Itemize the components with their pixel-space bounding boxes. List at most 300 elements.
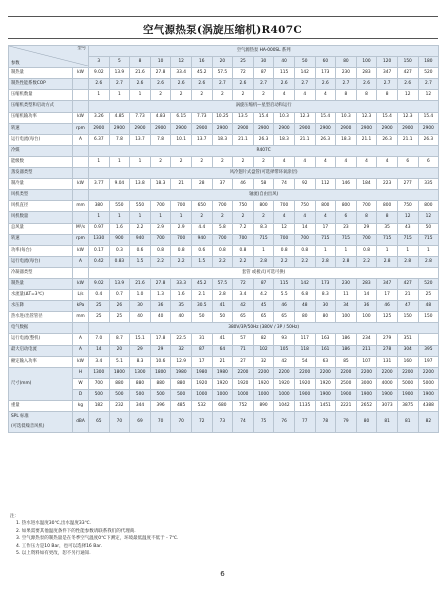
- note-line: 3. 空气源热泵的制热量是在冬季空气温度0℃下测定，环境最低温度不低于 - 7℃.: [16, 536, 179, 542]
- value-cell: 72: [233, 278, 254, 289]
- value-cell: 13.9: [109, 278, 130, 289]
- value-cell: 25: [89, 301, 110, 312]
- value-cell: 1920: [315, 378, 336, 389]
- value-cell: 427: [397, 68, 418, 79]
- row-label: 重量: [9, 401, 73, 412]
- value-cell: 21: [171, 179, 192, 190]
- value-cell: 65: [253, 312, 274, 323]
- value-cell: 1: [109, 156, 130, 167]
- row-unit: [73, 323, 89, 334]
- value-cell: 2: [191, 90, 212, 101]
- value-cell: 30.5: [191, 301, 212, 312]
- value-cell: 2200: [294, 367, 315, 378]
- value-cell: 115: [274, 68, 295, 79]
- value-cell: 82: [418, 412, 439, 433]
- value-cell: 1: [397, 245, 418, 256]
- row-label: 总风量: [9, 223, 73, 234]
- value-cell: 1900: [418, 389, 439, 400]
- value-cell: 2900: [274, 123, 295, 134]
- row-unit: L/s: [73, 290, 89, 301]
- value-cell: 146: [336, 179, 357, 190]
- value-cell: 2.8: [336, 256, 357, 267]
- value-cell: 8.3: [315, 290, 336, 301]
- value-cell: 74: [233, 412, 254, 433]
- row-label: 尺寸(mm): [9, 367, 73, 400]
- value-cell: 1: [253, 245, 274, 256]
- row-label: 额定输入功率: [9, 356, 73, 367]
- value-cell: 2.8: [212, 290, 233, 301]
- value-cell: 78: [315, 412, 336, 433]
- value-cell: 1000: [274, 389, 295, 400]
- value-cell: 500: [150, 389, 171, 400]
- value-cell: 2200: [418, 367, 439, 378]
- value-cell: 890: [253, 401, 274, 412]
- value-cell: 344: [130, 401, 151, 412]
- value-cell: 800: [253, 201, 274, 212]
- value-cell: 520: [418, 278, 439, 289]
- value-cell: 2.2: [171, 256, 192, 267]
- value-cell: 18.3: [150, 179, 171, 190]
- value-cell: 2.7: [294, 79, 315, 90]
- row-unit: [73, 90, 89, 101]
- value-cell: 36: [150, 301, 171, 312]
- merged-value-cell: 轴流(自由出风): [89, 190, 439, 201]
- value-cell: 0.8: [356, 245, 377, 256]
- value-cell: 4: [274, 212, 295, 223]
- value-cell: 20: [109, 345, 130, 356]
- model-label: 型号: [77, 46, 86, 51]
- value-cell: 4: [377, 156, 398, 167]
- value-cell: 8: [377, 90, 398, 101]
- value-cell: 142: [294, 68, 315, 79]
- value-cell: 2.2: [274, 256, 295, 267]
- spec-row: [9, 123, 439, 134]
- row-unit: mm: [73, 201, 89, 212]
- value-cell: 76: [274, 412, 295, 433]
- value-cell: 520: [418, 68, 439, 79]
- value-cell: 74: [274, 179, 295, 190]
- value-cell: 1: [150, 212, 171, 223]
- value-cell: 1: [377, 245, 398, 256]
- value-cell: 75: [253, 412, 274, 433]
- value-cell: 680: [212, 401, 233, 412]
- row-label: 风机直径: [9, 201, 73, 212]
- value-cell: 900: [109, 234, 130, 245]
- row-unit: [73, 168, 89, 179]
- series-name-cell: 空气源热泵 HA-000SL 系列: [89, 46, 439, 57]
- spec-row: [9, 312, 439, 323]
- value-cell: 2200: [336, 367, 357, 378]
- value-cell: 2200: [397, 367, 418, 378]
- value-cell: 700: [171, 201, 192, 212]
- page-number: 6: [220, 570, 225, 578]
- value-cell: 2900: [315, 123, 336, 134]
- value-cell: 650: [191, 201, 212, 212]
- value-cell: 12.3: [397, 112, 418, 123]
- value-cell: 500: [171, 389, 192, 400]
- row-label: [9, 412, 73, 433]
- value-cell: 43: [397, 223, 418, 234]
- value-cell: 0.8: [171, 245, 192, 256]
- value-cell: 70: [109, 412, 130, 433]
- value-cell: 2.8: [377, 256, 398, 267]
- value-cell: 13.8: [130, 179, 151, 190]
- value-cell: 9.02: [89, 278, 110, 289]
- value-cell: 125: [377, 312, 398, 323]
- value-cell: 21.6: [130, 68, 151, 79]
- row-unit: M³/s: [73, 223, 89, 234]
- value-cell: 2.6: [356, 79, 377, 90]
- value-cell: 2: [253, 156, 274, 167]
- value-cell: 0.4: [89, 290, 110, 301]
- value-cell: 21: [397, 290, 418, 301]
- value-cell: 223: [377, 179, 398, 190]
- value-cell: 10.3: [336, 112, 357, 123]
- value-cell: 532: [191, 401, 212, 412]
- value-cell: 396: [150, 401, 171, 412]
- value-cell: 15.4: [418, 112, 439, 123]
- row-unit: [73, 190, 89, 201]
- value-cell: 2.6: [274, 79, 295, 90]
- value-cell: 17: [191, 356, 212, 367]
- value-cell: 150: [418, 312, 439, 323]
- value-cell: 347: [377, 278, 398, 289]
- spec-row: [9, 234, 439, 245]
- value-cell: 800: [336, 201, 357, 212]
- spec-row: [9, 168, 439, 179]
- value-cell: 800: [315, 201, 336, 212]
- value-cell: 2900: [109, 123, 130, 134]
- value-cell: 14: [356, 290, 377, 301]
- value-cell: 2.9: [171, 223, 192, 234]
- value-cell: 9.04: [109, 179, 130, 190]
- row-label: 风机数量: [9, 212, 73, 223]
- value-cell: 3000: [356, 378, 377, 389]
- value-cell: 15.4: [315, 112, 336, 123]
- model-number-cell: 25: [233, 57, 254, 68]
- value-cell: 1000: [212, 389, 233, 400]
- value-cell: 10.3: [274, 112, 295, 123]
- value-cell: 880: [130, 378, 151, 389]
- row-unit: A: [73, 345, 89, 356]
- value-cell: 6.15: [171, 112, 192, 123]
- row-unit: [73, 79, 89, 90]
- value-cell: 7.0: [89, 334, 110, 345]
- value-cell: 30: [130, 301, 151, 312]
- value-cell: 1000: [233, 389, 254, 400]
- value-cell: 304: [397, 345, 418, 356]
- value-cell: 2.8: [253, 256, 274, 267]
- row-unit: kW: [73, 278, 89, 289]
- value-cell: 1: [315, 245, 336, 256]
- value-cell: 2: [150, 156, 171, 167]
- row-unit: [73, 212, 89, 223]
- row-label-subline: (可选低噪音风机): [11, 423, 45, 429]
- value-cell: 35: [377, 223, 398, 234]
- value-cell: 93: [274, 334, 295, 345]
- row-unit: [73, 267, 89, 278]
- value-cell: 71: [233, 345, 254, 356]
- note-line: 5. 以上资料如有更改，恕不另行通知.: [16, 551, 91, 557]
- row-label-line: SPL 标准: [11, 414, 29, 420]
- value-cell: 112: [315, 179, 336, 190]
- value-cell: 395: [418, 345, 439, 356]
- value-cell: 1.3: [150, 290, 171, 301]
- value-cell: 1980: [191, 367, 212, 378]
- row-unit: D: [73, 389, 89, 400]
- value-cell: 1.6: [171, 290, 192, 301]
- value-cell: 73: [212, 412, 233, 433]
- value-cell: 0.97: [89, 223, 110, 234]
- value-cell: 21.1: [397, 134, 418, 145]
- value-cell: 50: [418, 223, 439, 234]
- value-cell: 2.6: [191, 79, 212, 90]
- value-cell: 18.3: [274, 134, 295, 145]
- value-cell: 131: [377, 356, 398, 367]
- value-cell: 70: [171, 412, 192, 433]
- value-cell: 70: [150, 412, 171, 433]
- value-cell: 1900: [315, 389, 336, 400]
- value-cell: 2.2: [294, 256, 315, 267]
- value-cell: 32: [253, 356, 274, 367]
- row-label: 运行电流(每台): [9, 134, 73, 145]
- spec-row: [9, 90, 439, 101]
- value-cell: 10.1: [171, 134, 192, 145]
- value-cell: 6: [418, 156, 439, 167]
- value-cell: 186: [336, 345, 357, 356]
- value-cell: 5.5: [274, 290, 295, 301]
- value-cell: 81: [397, 412, 418, 433]
- spec-row: [9, 389, 439, 400]
- value-cell: 8.3: [130, 356, 151, 367]
- value-cell: 173: [315, 278, 336, 289]
- value-cell: 42: [233, 301, 254, 312]
- value-cell: 4.85: [109, 112, 130, 123]
- merged-value-cell: 380V/3P/50Hz (380V / 3P / 50Hz): [89, 323, 439, 334]
- row-label: 压缩机数量: [9, 90, 73, 101]
- value-cell: 2900: [418, 123, 439, 134]
- value-cell: 550: [130, 201, 151, 212]
- header-row: [9, 46, 439, 57]
- value-cell: 182: [89, 401, 110, 412]
- value-cell: 2.8: [397, 256, 418, 267]
- value-cell: 14: [294, 223, 315, 234]
- value-cell: 880: [171, 378, 192, 389]
- value-cell: 0.3: [109, 245, 130, 256]
- spec-row: [9, 267, 439, 278]
- value-cell: 21: [212, 356, 233, 367]
- value-cell: 142: [294, 278, 315, 289]
- value-cell: 0.8: [274, 245, 295, 256]
- value-cell: 85: [336, 356, 357, 367]
- row-unit: W: [73, 378, 89, 389]
- row-unit: dBA: [73, 412, 89, 433]
- value-cell: 1900: [397, 389, 418, 400]
- note-line: 2. 如果需要其他温度条件下的性能参数请联系我们的代理商.: [16, 528, 136, 534]
- value-cell: 77: [294, 412, 315, 433]
- value-cell: 72: [233, 68, 254, 79]
- value-cell: 80: [294, 312, 315, 323]
- value-cell: 2.7: [418, 79, 439, 90]
- value-cell: 752: [233, 401, 254, 412]
- value-cell: 1900: [377, 389, 398, 400]
- value-cell: 186: [336, 334, 357, 345]
- spec-row: [9, 212, 439, 223]
- value-cell: 100: [336, 312, 357, 323]
- value-cell: 2.2: [212, 256, 233, 267]
- value-cell: 1980: [171, 367, 192, 378]
- value-cell: 2200: [356, 367, 377, 378]
- value-cell: 1: [130, 90, 151, 101]
- row-label: 热水进/出管管径: [9, 312, 73, 323]
- value-cell: 13.7: [191, 134, 212, 145]
- spec-table-body: [9, 46, 439, 433]
- value-cell: 279: [377, 334, 398, 345]
- value-cell: 800: [418, 201, 439, 212]
- value-cell: 25: [418, 290, 439, 301]
- value-cell: 880: [150, 378, 171, 389]
- value-cell: 500: [130, 389, 151, 400]
- value-cell: 2.7: [253, 79, 274, 90]
- spec-row: [9, 112, 439, 123]
- row-unit: A: [73, 334, 89, 345]
- value-cell: 45.2: [191, 278, 212, 289]
- value-cell: 117: [294, 334, 315, 345]
- value-cell: 8: [377, 212, 398, 223]
- value-cell: 42: [274, 356, 295, 367]
- value-cell: 2900: [356, 123, 377, 134]
- spec-row: [9, 367, 439, 378]
- value-cell: 2: [212, 90, 233, 101]
- value-cell: 1800: [109, 367, 130, 378]
- value-cell: 4: [294, 156, 315, 167]
- value-cell: 2.6: [150, 79, 171, 90]
- value-cell: 100: [356, 312, 377, 323]
- value-cell: 2: [150, 90, 171, 101]
- value-cell: 7.2: [233, 223, 254, 234]
- value-cell: 700: [356, 234, 377, 245]
- title-rule: [8, 38, 438, 39]
- value-cell: 0.83: [109, 256, 130, 267]
- value-cell: 161: [315, 345, 336, 356]
- value-cell: 0.8: [233, 245, 254, 256]
- value-cell: 2900: [191, 123, 212, 134]
- value-cell: 2.7: [377, 79, 398, 90]
- value-cell: 21.6: [130, 278, 151, 289]
- value-cell: 48: [294, 301, 315, 312]
- value-cell: 12: [397, 90, 418, 101]
- value-cell: 1920: [274, 378, 295, 389]
- value-cell: 1: [418, 245, 439, 256]
- row-label: 压缩机类型和启动方式: [9, 101, 73, 112]
- value-cell: 2.8: [315, 256, 336, 267]
- spec-row: [9, 345, 439, 356]
- value-cell: 4: [315, 90, 336, 101]
- value-cell: 69: [130, 412, 151, 433]
- value-cell: 2900: [171, 123, 192, 134]
- value-cell: 3.77: [89, 179, 110, 190]
- value-cell: 72: [191, 412, 212, 433]
- value-cell: 1.6: [109, 223, 130, 234]
- value-cell: 715: [253, 234, 274, 245]
- header-corner-cell: [9, 46, 89, 68]
- value-cell: 2900: [130, 123, 151, 134]
- value-cell: 1: [130, 156, 151, 167]
- value-cell: 2: [212, 156, 233, 167]
- value-cell: 1900: [336, 389, 357, 400]
- value-cell: 57.5: [212, 278, 233, 289]
- value-cell: 2: [253, 212, 274, 223]
- value-cell: 715: [336, 234, 357, 245]
- value-cell: 700: [212, 234, 233, 245]
- value-cell: 278: [377, 345, 398, 356]
- value-cell: 15.1: [130, 334, 151, 345]
- value-cell: 700: [356, 201, 377, 212]
- value-cell: 5.8: [212, 223, 233, 234]
- spec-row: [9, 401, 439, 412]
- value-cell: 17: [377, 290, 398, 301]
- value-cell: 7.73: [191, 112, 212, 123]
- value-cell: 2900: [89, 123, 110, 134]
- row-unit: [73, 145, 89, 156]
- value-cell: 1: [109, 90, 130, 101]
- value-cell: 234: [356, 334, 377, 345]
- model-number-cell: 40: [274, 57, 295, 68]
- row-label: 制热量: [9, 278, 73, 289]
- spec-row: [9, 190, 439, 201]
- row-unit: kW: [73, 68, 89, 79]
- value-cell: 1900: [294, 389, 315, 400]
- row-unit: [73, 156, 89, 167]
- value-cell: 4: [315, 156, 336, 167]
- value-cell: 45.2: [191, 68, 212, 79]
- value-cell: 173: [315, 68, 336, 79]
- value-cell: 26.3: [315, 134, 336, 145]
- value-cell: 380: [89, 201, 110, 212]
- value-cell: 1: [89, 156, 110, 167]
- value-cell: 4.4: [191, 223, 212, 234]
- model-number-cell: 60: [315, 57, 336, 68]
- value-cell: 45: [253, 301, 274, 312]
- value-cell: 1300: [130, 367, 151, 378]
- value-cell: 57.5: [212, 68, 233, 79]
- spec-row: [9, 145, 439, 156]
- notes-heading: 注：: [10, 514, 19, 519]
- value-cell: 54: [294, 356, 315, 367]
- value-cell: 1.5: [130, 256, 151, 267]
- value-cell: 21.1: [233, 134, 254, 145]
- value-cell: 30: [315, 301, 336, 312]
- spec-row: [9, 101, 439, 112]
- value-cell: 715: [397, 234, 418, 245]
- value-cell: 3.26: [89, 112, 110, 123]
- value-cell: 9.02: [89, 68, 110, 79]
- value-cell: 46: [233, 179, 254, 190]
- row-label: 最大启动电流: [9, 345, 73, 356]
- value-cell: 351: [397, 334, 418, 345]
- value-cell: 107: [356, 356, 377, 367]
- row-unit: kW: [73, 112, 89, 123]
- value-cell: 184: [356, 179, 377, 190]
- value-cell: 0.8: [212, 245, 233, 256]
- value-cell: 700: [274, 201, 295, 212]
- value-cell: 11: [336, 290, 357, 301]
- value-cell: 0.8: [294, 245, 315, 256]
- value-cell: 2.9: [150, 223, 171, 234]
- value-cell: 1920: [191, 378, 212, 389]
- value-cell: 2: [212, 212, 233, 223]
- value-cell: 2: [191, 212, 212, 223]
